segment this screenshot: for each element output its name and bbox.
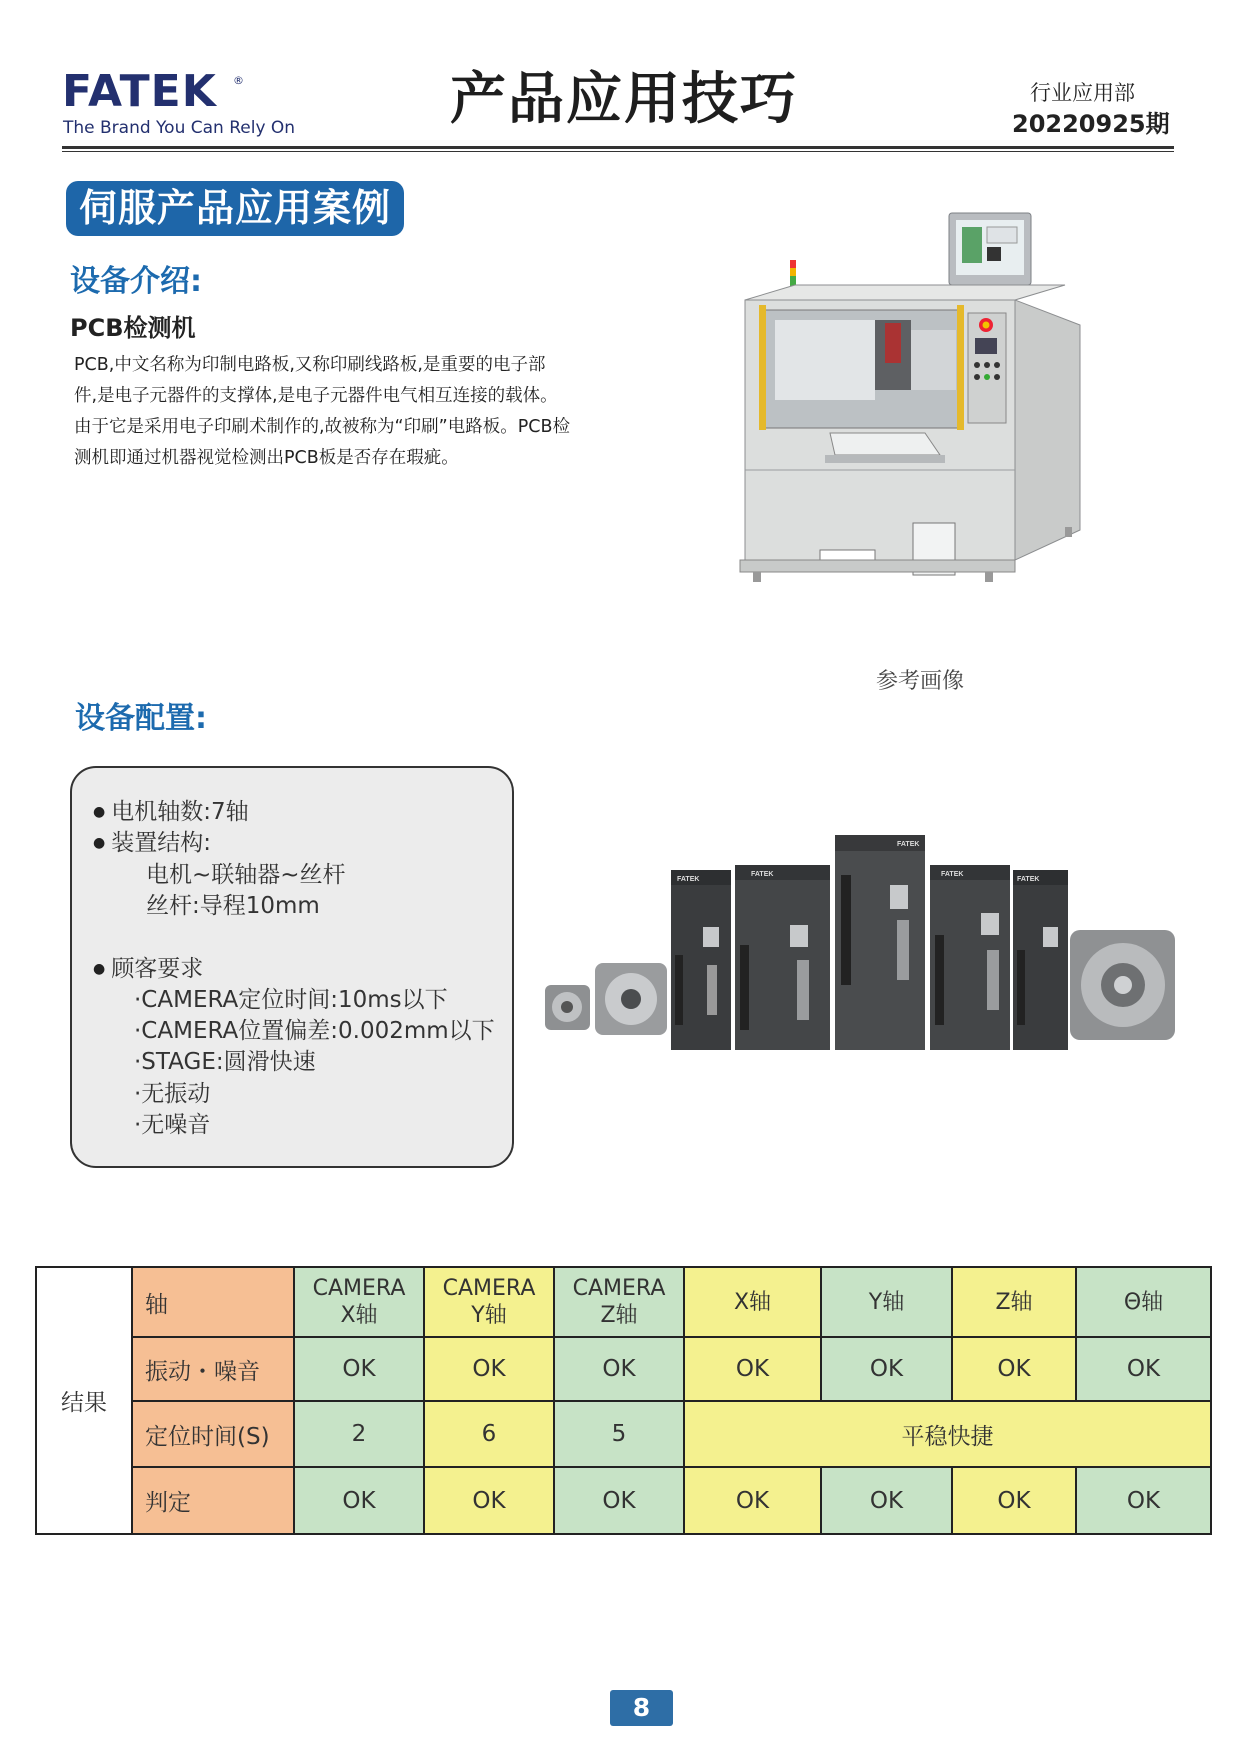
fatek-logo: FATEK [62, 66, 217, 117]
table-cell: OK [554, 1337, 684, 1401]
row-header: 轴 [132, 1267, 294, 1337]
page-number: 8 [610, 1690, 673, 1726]
spec-structure-item: 丝杆:导程10mm [146, 893, 320, 919]
intro-line: PCB,中文名称为印制电路板,又称印刷线路板,是重要的电子部 [74, 355, 546, 375]
axis-header: CAMERA Y轴 [424, 1267, 554, 1337]
config-heading: 设备配置: [75, 701, 207, 736]
row-header: 定位时间(S) [132, 1401, 294, 1467]
table-cell: 5 [554, 1401, 684, 1467]
registered-mark: ® [233, 74, 244, 87]
spec-requirement: ·CAMERA位置偏差:0.002mm以下 [134, 1018, 495, 1044]
table-cell: OK [952, 1337, 1076, 1401]
department-label: 行业应用部 [1030, 81, 1135, 105]
servo-drives-motors-image [535, 835, 1185, 1060]
row-header: 判定 [132, 1467, 294, 1534]
intro-subheading: PCB检测机 [70, 314, 196, 342]
logo-tagline: The Brand You Can Rely On [63, 118, 296, 138]
table-cell: OK [554, 1467, 684, 1534]
drive-brand-label: FATEK [897, 841, 920, 848]
table-cell: OK [424, 1337, 554, 1401]
issue-label: 20220925期 [1012, 110, 1170, 138]
spec-customer-label: ● 顾客要求 [93, 954, 203, 988]
table-cell: OK [952, 1467, 1076, 1534]
table-cell: OK [294, 1337, 424, 1401]
axis-header: CAMERA X轴 [294, 1267, 424, 1337]
table-cell: OK [684, 1337, 821, 1401]
drive-brand-label: FATEK [941, 871, 964, 878]
header-rule-thin [62, 151, 1174, 152]
table-row [36, 1267, 1211, 1337]
drive-brand-label: FATEK [751, 871, 774, 878]
header-rule [62, 146, 1174, 149]
spec-requirement: ·无噪音 [134, 1112, 211, 1138]
table-cell: OK [1076, 1467, 1211, 1534]
drive-brand-label: FATEK [677, 876, 700, 883]
axis-header: X轴 [684, 1267, 821, 1337]
intro-paragraph [74, 350, 622, 474]
pcb-inspection-machine-image [735, 205, 1105, 635]
table-cell: OK [424, 1467, 554, 1534]
intro-line: 测机即通过机器视觉检测出PCB板是否存在瑕疵。 [74, 448, 459, 468]
table-cell: 6 [424, 1401, 554, 1467]
axis-header: Y轴 [821, 1267, 952, 1337]
table-row [36, 1337, 1211, 1401]
table-row [36, 1467, 1211, 1534]
spec-requirement: ·STAGE:圆滑快速 [134, 1049, 316, 1075]
spec-requirement: ·无振动 [134, 1081, 211, 1107]
axis-header: CAMERA Z轴 [554, 1267, 684, 1337]
intro-line: 件,是电子元器件的支撑体,是电子元器件电气相互连接的载体。 [74, 386, 558, 406]
intro-heading: 设备介绍: [70, 264, 202, 299]
table-cell: OK [821, 1337, 952, 1401]
table-cell: OK [821, 1467, 952, 1534]
table-row [36, 1401, 1211, 1467]
row-header: 振动・噪音 [132, 1337, 294, 1401]
results-table [35, 1266, 1212, 1535]
image-caption: 参考画像 [876, 669, 965, 694]
table-cell: OK [684, 1467, 821, 1534]
spec-motor-axes: ● 电机轴数:7轴 [93, 797, 249, 831]
table-cell: 2 [294, 1401, 424, 1467]
spec-structure-item: 电机~联轴器~丝杆 [146, 862, 346, 888]
table-cell-merged: 平稳快捷 [684, 1401, 1211, 1467]
drive-brand-label: FATEK [1017, 876, 1040, 883]
axis-header: Z轴 [952, 1267, 1076, 1337]
spec-requirement: ·CAMERA定位时间:10ms以下 [134, 987, 448, 1013]
results-label: 结果 [36, 1267, 132, 1534]
page-title: 产品应用技巧 [450, 67, 798, 132]
axis-header: Θ轴 [1076, 1267, 1211, 1337]
section-banner: 伺服产品应用案例 [66, 181, 404, 236]
intro-line: 由于它是采用电子印刷术制作的,故被称为“印刷”电路板。PCB检 [74, 417, 570, 437]
table-cell: OK [1076, 1337, 1211, 1401]
spec-structure-label: ● 装置结构: [93, 828, 211, 862]
table-cell: OK [294, 1467, 424, 1534]
